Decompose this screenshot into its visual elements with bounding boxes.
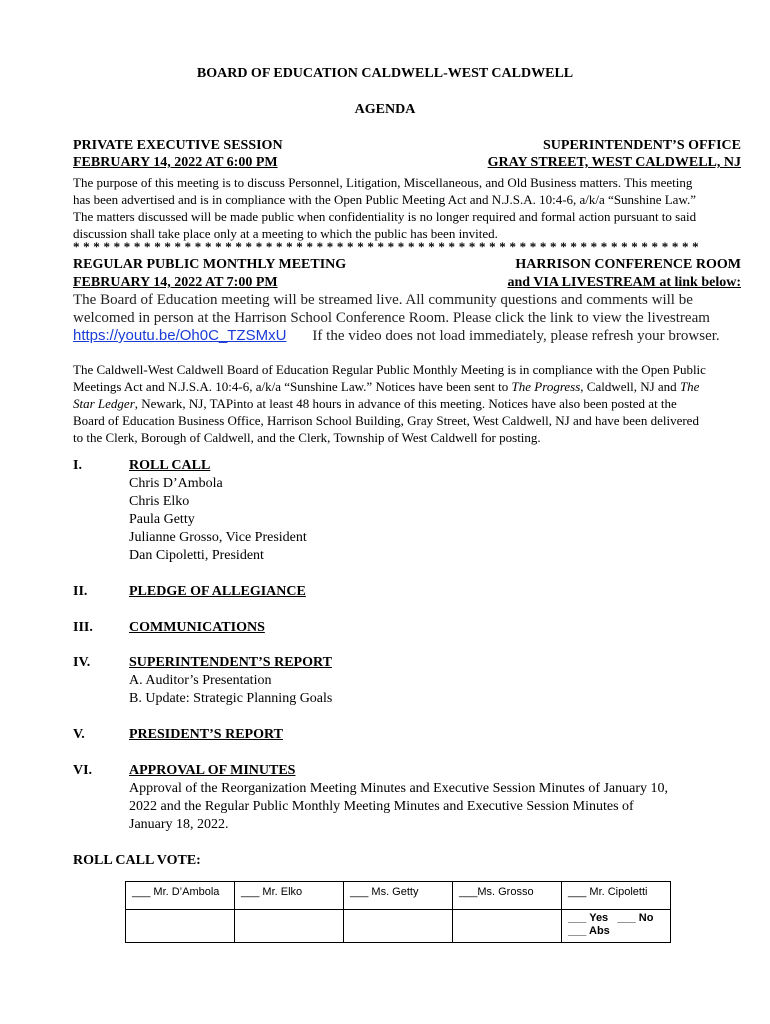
vote-tally-line — [568, 912, 664, 925]
vote-result-cell — [126, 910, 235, 943]
stream-line-2: welcomed in person at the Harrison School Conference Room. Please click the link to view the livestream — [73, 310, 710, 326]
roll-call-vote-table — [125, 881, 671, 943]
vote-tally-cell — [562, 910, 671, 943]
section-number: IV. — [73, 655, 91, 670]
compliance-line: to the Clerk, Borough of Caldwell, and the Clerk, Township of West Caldwell for posting. — [73, 430, 541, 445]
abs-count: ___ Abs — [568, 925, 610, 937]
private-session-location: SUPERINTENDENT’S OFFICE — [543, 138, 741, 153]
purpose-line: has been advertised and is in compliance with the Open Public Meeting Act and N.J.S.A. 10:4-6, a/k/a “Sunshine Law.” — [73, 192, 697, 207]
roll-call-member: Paula Getty — [129, 512, 195, 527]
separator: * * * * * * * * * * * * * * * * * * * * * * * * * * * * * * * * * * * * * * * * * * * * * * * * * * * * * * * * * * * * * * — [73, 239, 699, 254]
section-number: V. — [73, 727, 85, 742]
minutes-text-line: Approval of the Reorganization Meeting Minutes and Executive Session Minutes of January 10, — [129, 781, 669, 796]
vote-result-cell — [453, 910, 562, 943]
section-number: III. — [73, 620, 93, 635]
compliance-line: Star Ledger, Newark, NJ, TAPinto at least 48 hours in advance of this meeting. Notices have also been posted at the — [73, 396, 677, 411]
livestream-note: and VIA LIVESTREAM at link below: — [507, 275, 741, 290]
roll-call-vote-heading: ROLL CALL VOTE: — [73, 853, 201, 868]
section-title-superintendent-report: SUPERINTENDENT’S REPORT — [129, 655, 332, 670]
roll-call-member: Dan Cipoletti, President — [129, 548, 264, 563]
roll-call-member: Chris D’Ambola — [129, 476, 223, 491]
section-number: VI. — [73, 763, 93, 778]
report-item: A. Auditor’s Presentation — [129, 673, 272, 688]
purpose-line: The matters discussed will be made public when confidentiality is no longer required and formal action pursuant to said — [73, 209, 697, 224]
report-item: B. Update: Strategic Planning Goals — [129, 691, 333, 706]
section-number: II. — [73, 584, 88, 599]
section-title-roll-call: ROLL CALL — [129, 458, 211, 473]
vote-member-cell: ___ Mr. D’Ambola — [126, 882, 235, 910]
private-session-purpose — [73, 174, 743, 242]
section-title-pledge: PLEDGE OF ALLEGIANCE — [129, 584, 306, 599]
roll-call-member: Chris Elko — [129, 494, 190, 509]
vote-member-cell: ___ Mr. Cipoletti — [562, 882, 671, 910]
private-session-date: FEBRUARY 14, 2022 AT 6:00 PM — [73, 155, 278, 170]
public-meeting-title: REGULAR PUBLIC MONTHLY MEETING — [73, 257, 347, 272]
compliance-paragraph — [73, 361, 743, 446]
roll-call-member: Julianne Grosso, Vice President — [129, 530, 307, 545]
no-count: ___ No — [617, 912, 654, 924]
section-title-approval-minutes: APPROVAL OF MINUTES — [129, 763, 296, 778]
vote-member-cell: ___ Mr. Elko — [235, 882, 344, 910]
newspaper-star-ledger: Star Ledger — [73, 396, 135, 411]
yes-count: ___ Yes — [568, 912, 609, 924]
minutes-text-line: January 18, 2022. — [129, 817, 229, 832]
agenda-heading: AGENDA — [354, 102, 416, 117]
purpose-line: The purpose of this meeting is to discuss Personnel, Litigation, Miscellaneous, and Old Business matters. This meeting — [73, 175, 693, 190]
newspaper-the: The — [679, 379, 700, 394]
vote-result-cell — [344, 910, 453, 943]
section-title-communications: COMMUNICATIONS — [129, 620, 265, 635]
refresh-note: If the video does not load immediately, please refresh your browser. — [312, 328, 720, 344]
private-session-address: GRAY STREET, WEST CALDWELL, NJ — [487, 155, 741, 170]
section-title-president-report: PRESIDENT’S REPORT — [129, 727, 283, 742]
compliance-line: Board of Education Business Office, Harrison School Building, Gray Street, West Caldwell, NJ and have been delivered — [73, 413, 699, 428]
section-number: I. — [73, 458, 82, 473]
compliance-line: The Caldwell-West Caldwell Board of Education Regular Public Monthly Meeting is in compliance with the Open Public — [73, 362, 706, 377]
minutes-text-line: 2022 and the Regular Public Monthly Meeting Minutes and Executive Session Minutes of — [129, 799, 634, 814]
vote-member-cell: ___Ms. Grosso — [453, 882, 562, 910]
newspaper-progress: The Progress — [511, 379, 581, 394]
livestream-link[interactable]: https://youtu.be/Oh0C_TZSMxU — [73, 327, 287, 344]
vote-result-cell — [235, 910, 344, 943]
purpose-line: discussion shall take place only at a meeting to which the public has been invited. — [73, 226, 498, 241]
stream-link-line — [73, 327, 720, 345]
compliance-line: Meetings Act and N.J.S.A. 10:4-6, a/k/a “Sunshine Law.” Notices have been sent to The Progress, Caldwell, NJ and The — [73, 379, 700, 394]
public-meeting-date: FEBRUARY 14, 2022 AT 7:00 PM — [73, 275, 278, 290]
public-meeting-location: HARRISON CONFERENCE ROOM — [515, 257, 741, 272]
org-title: BOARD OF EDUCATION CALDWELL-WEST CALDWELL — [196, 66, 574, 81]
stream-line-1: The Board of Education meeting will be streamed live. All community questions and comments will be — [73, 292, 693, 308]
vote-member-cell: ___ Ms. Getty — [344, 882, 453, 910]
private-session-title: PRIVATE EXECUTIVE SESSION — [73, 138, 283, 153]
